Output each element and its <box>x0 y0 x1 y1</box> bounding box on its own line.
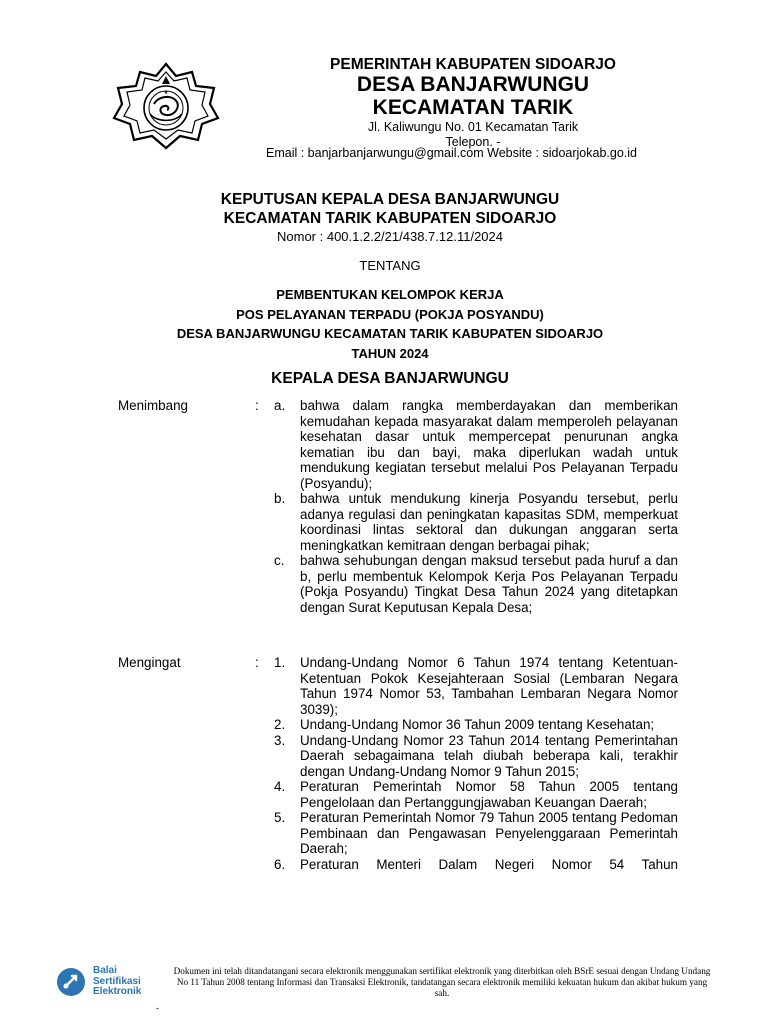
e-signature-note: Dokumen ini telah ditandatangani secara elektronik menggunakan sertifikat elektronik yang diterbitkan oleh BSrE sesuai dengan Undang Undang No 11 Tahun 2008 tentang Informasi dan Transaksi Elektronik, tandatangan secara elektronik memiliki kekuatan hukum dan akibat hukum yang sah. <box>173 966 711 998</box>
list-item <box>274 655 678 717</box>
menimbang-list <box>274 398 678 615</box>
item-marker: 5. <box>274 810 286 825</box>
phone: Telepon. - <box>445 135 501 149</box>
item-text: bahwa sehubungan dengan maksud tersebut pada huruf a dan b, perlu membentuk Kelompok Kerja Pos Pelayanan Terpadu (Pokja Posyandu) Tingkat Desa Tahun 2024 yang ditetapkan dengan Surat Keputusan Kepala Desa; <box>300 553 678 615</box>
decree-subject <box>100 285 680 363</box>
list-item <box>274 733 678 780</box>
svg-text:★: ★ <box>163 90 169 96</box>
district-name: KECAMATAN TARIK <box>372 96 574 119</box>
bsre-line: Elektronik <box>93 986 142 997</box>
subject-line: DESA BANJARWUNGU KECAMATAN TARIK KABUPATEN SIDOARJO <box>176 326 604 341</box>
item-text: bahwa untuk mendukung kinerja Posyandu tersebut, perlu adanya regulasi dan peningkatan kapasitas SDM, memperkuat koordinasi lintas sektoral dan dukungan anggaran serta meningkatkan kemitraan dengan berbagai pihak; <box>300 491 678 553</box>
item-marker: 4. <box>274 779 286 794</box>
decree-title-line2: KECAMATAN TARIK KABUPATEN SIDOARJO <box>223 210 557 227</box>
item-marker: 3. <box>274 732 286 748</box>
item-marker: 2. <box>274 717 286 732</box>
bsre-logo-icon <box>56 967 86 997</box>
subject-line: PEMBENTUKAN KELOMPOK KERJA <box>276 287 504 302</box>
subject-line: TAHUN 2024 <box>351 345 429 361</box>
item-text: Undang-Undang Nomor 23 Tahun 2014 tentang Pemerintahan Daerah sebagaimana telah diubah beberapa kali, terakhir dengan Undang-Undang Nomor 9 Tahun 2015; <box>300 732 678 779</box>
item-marker: a. <box>274 398 286 413</box>
bsre-line: Balai <box>93 965 117 976</box>
list-item <box>274 857 678 873</box>
tentang-heading: TENTANG <box>359 258 421 273</box>
decree-number: Nomor : 400.1.2.2/21/438.7.12.11/2024 <box>277 229 503 244</box>
item-marker: 1. <box>274 655 286 670</box>
sidoarjo-regency-emblem-icon <box>110 60 222 152</box>
section-label: Mengingat <box>118 655 181 670</box>
decree-title-line1: KEPUTUSAN KEPALA DESA BANJARWUNGU <box>220 191 560 208</box>
issuer-heading: KEPALA DESA BANJARWUNGU <box>271 370 509 387</box>
list-item <box>274 779 678 810</box>
address: Jl. Kaliwungu No. 01 Kecamatan Tarik <box>367 120 579 134</box>
village-name: DESA BANJARWUNGU <box>356 73 590 96</box>
section-label: Menimbang <box>118 398 188 413</box>
list-item <box>274 398 678 491</box>
letterhead <box>258 56 688 150</box>
item-marker: c. <box>274 553 285 568</box>
footer-dash: - <box>156 1003 159 1013</box>
item-marker: 6. <box>274 856 286 872</box>
section-colon: : <box>255 655 259 670</box>
government-name: PEMERINTAH KABUPATEN SIDOARJO <box>330 56 616 73</box>
section-colon: : <box>255 398 259 413</box>
contact-line: Email : banjarbanjarwungu@gmail.com Website : sidoarjokab.go.id <box>266 146 637 160</box>
item-text: Peraturan Menteri Dalam Negeri Nomor 54 Tahun <box>300 856 678 872</box>
subject-line: POS PELAYANAN TERPADU (POKJA POSYANDU) <box>236 306 544 322</box>
list-item <box>274 553 678 615</box>
list-item <box>274 491 678 553</box>
mengingat-list <box>274 655 678 872</box>
bsre-line: Sertifikasi <box>93 975 141 987</box>
item-text: Undang-Undang Nomor 6 Tahun 1974 tentang Ketentuan-Ketentuan Pokok Kesejahteraan Sosial (Lembaran Negara Tahun 1974 Nomor 53, Tambahan Lembaran Negara Nomor 3039); <box>300 655 678 717</box>
item-text: bahwa dalam rangka memberdayakan dan memberikan kemudahan kepada masyarakat dalam memperoleh pelayanan kesehatan dasar untuk mempercepat penurunan angka kematian ibu dan bayi, maka diperlukan wadah untuk mendukung kegiatan tersebut melalui Pos Pelayanan Terpadu (Posyandu); <box>300 398 678 491</box>
list-item <box>274 810 678 857</box>
bsre-wordmark <box>93 966 141 998</box>
item-text: Peraturan Pemerintah Nomor 79 Tahun 2005 tentang Pedoman Pembinaan dan Pengawasan Penyelenggaraan Pemerintah Daerah; <box>300 810 678 856</box>
item-text: Peraturan Pemerintah Nomor 58 Tahun 2005 tentang Pengelolaan dan Pertanggungjawaban Keuangan Daerah; <box>300 779 678 810</box>
list-item <box>274 717 678 733</box>
item-marker: b. <box>274 491 286 506</box>
decree-title <box>120 190 660 245</box>
item-text: Undang-Undang Nomor 36 Tahun 2009 tentang Kesehatan; <box>300 717 655 732</box>
